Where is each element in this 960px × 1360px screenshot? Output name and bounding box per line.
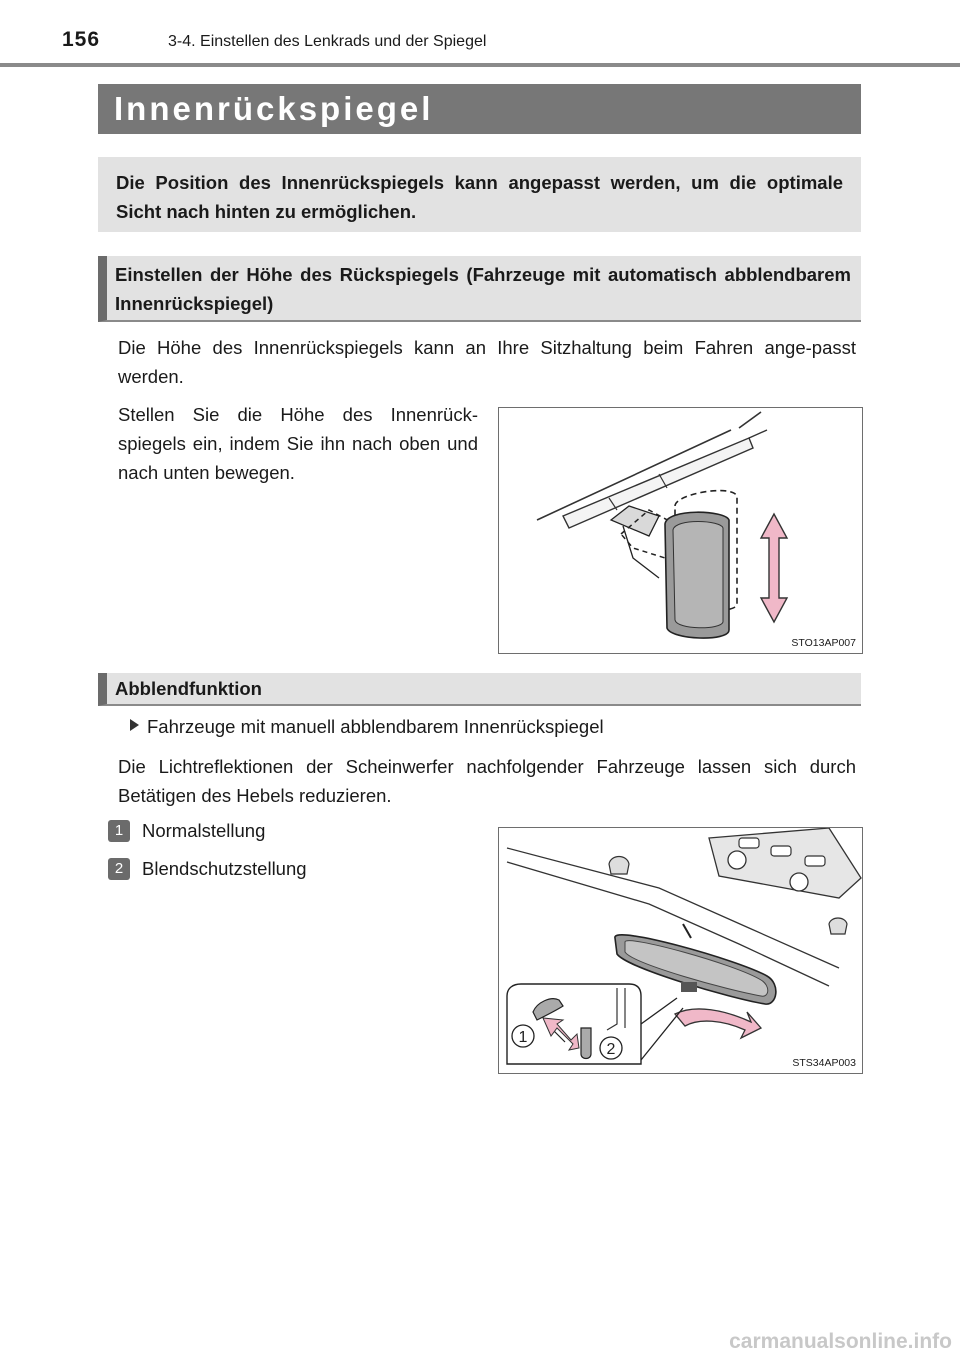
callout-2: 2 xyxy=(606,1041,616,1058)
figure-mirror-height xyxy=(498,407,863,654)
figure-code: STS34AP003 xyxy=(792,1057,856,1069)
page-title: Innenrückspiegel xyxy=(98,84,861,134)
figure-code: STO13AP007 xyxy=(791,637,856,649)
watermark: carmanualsonline.info xyxy=(729,1330,952,1353)
number-badge-1: 1 xyxy=(108,820,130,842)
header-rule xyxy=(0,63,960,67)
section-heading-dimming: Abblendfunktion xyxy=(98,673,861,706)
dimming-lever-illustration xyxy=(499,828,862,1073)
dimming-paragraph: Die Lichtreflektionen der Scheinwerfer nachfolgender Fahrzeuge lassen sich durch Betätigen des Hebels reduzieren. xyxy=(118,756,856,806)
list-item-antiglare xyxy=(108,858,307,884)
chapter-header: 3-4. Einstellen des Lenkrads und der Spiegel xyxy=(168,33,487,50)
bullet-text: Fahrzeuge mit manuell abblendbarem Innenrückspiegel xyxy=(147,716,604,737)
mirror-height-illustration xyxy=(499,408,862,653)
page-number: 156 xyxy=(62,28,101,51)
callout-1: 1 xyxy=(518,1029,528,1046)
figure-dimming-lever xyxy=(498,827,863,1074)
triangle-bullet-icon xyxy=(130,719,139,731)
list-item-normal xyxy=(108,820,265,846)
item-label: Blendschutzstellung xyxy=(142,858,307,879)
item-label: Normalstellung xyxy=(142,820,266,841)
bullet-manual-dimming xyxy=(130,716,604,738)
height-paragraph-2: Stellen Sie die Höhe des Innenrück-spiegels ein, indem Sie ihn nach oben und nach unten bewegen. xyxy=(118,404,478,483)
height-paragraph-1: Die Höhe des Innenrückspiegels kann an Ihre Sitzhaltung beim Fahren ange-passt werden. xyxy=(118,337,856,387)
number-badge-2: 2 xyxy=(108,858,130,880)
section-heading-height: Einstellen der Höhe des Rückspiegels (Fahrzeuge mit automatisch abblendbarem Innenrückspiegel) xyxy=(98,256,861,322)
intro-box: Die Position des Innenrückspiegels kann angepasst werden, um die optimale Sicht nach hinten zu ermöglichen. xyxy=(98,157,861,232)
